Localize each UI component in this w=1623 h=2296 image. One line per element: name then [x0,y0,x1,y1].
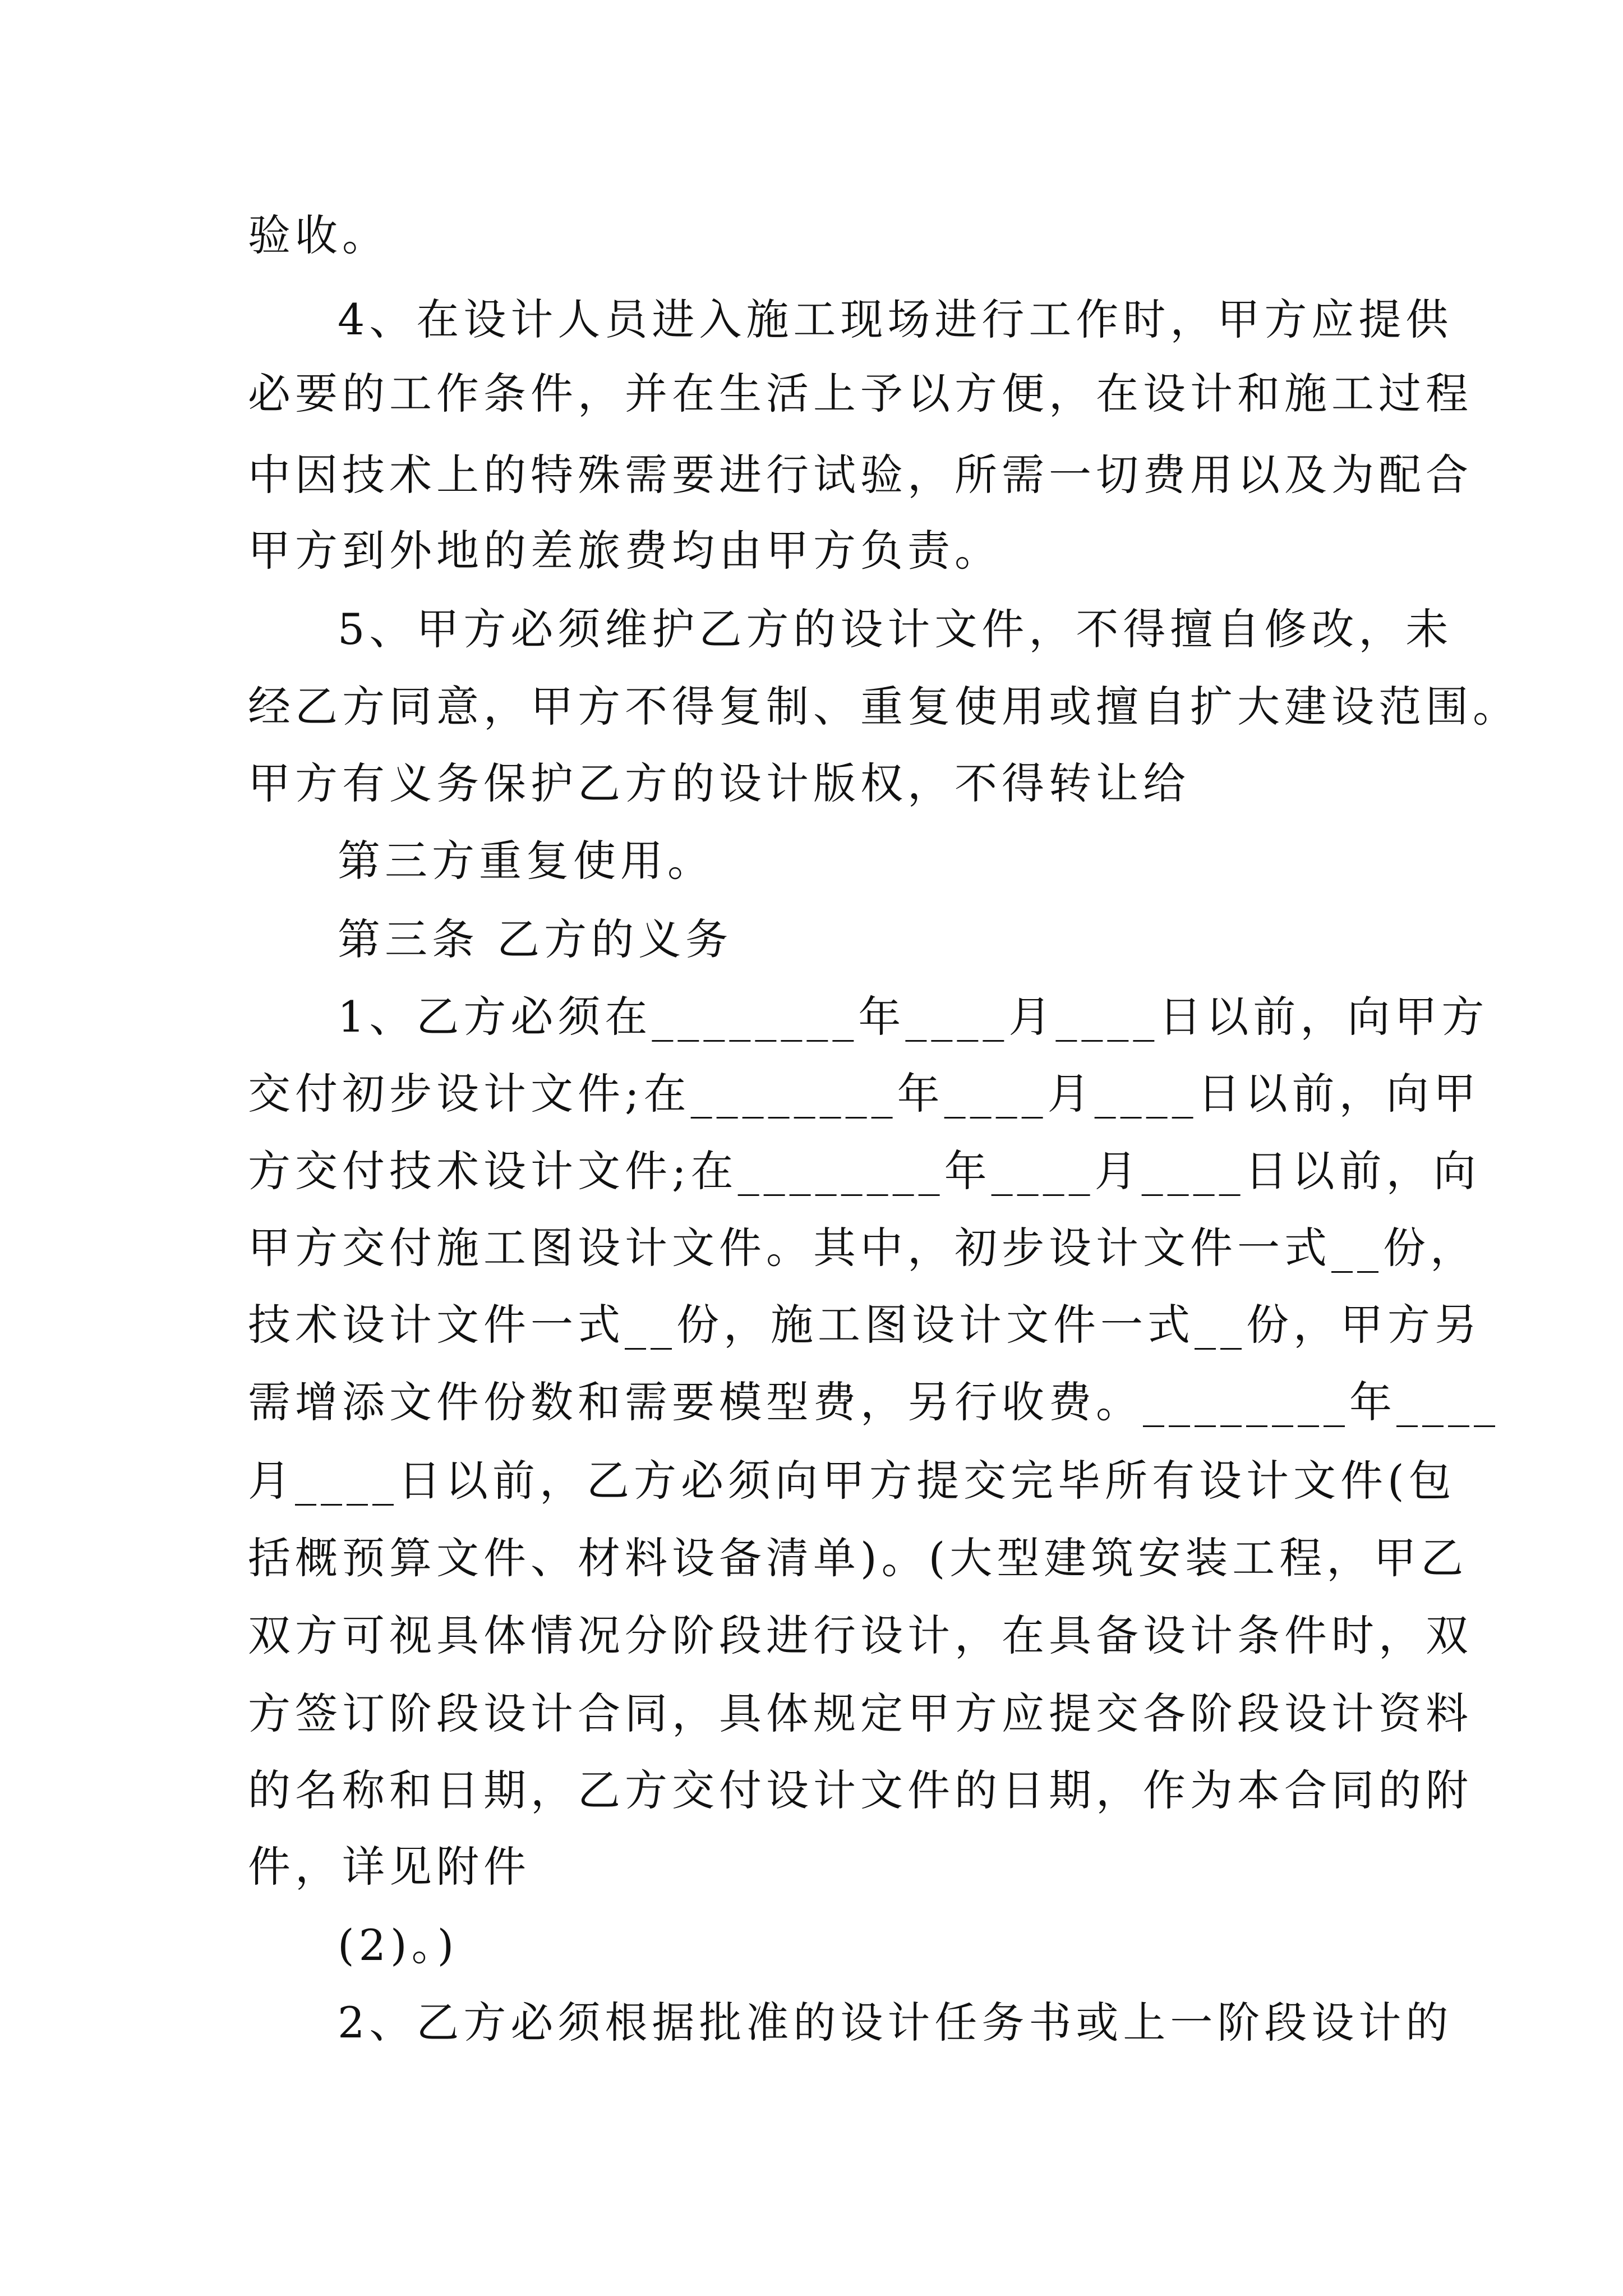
text-line: 括概预算文件、材料设备清单)。(大型建筑安装工程，甲乙 [248,1533,1468,1583]
text-line: 件，详见附件 [248,1842,531,1892]
text-line: 经乙方同意，甲方不得复制、重复使用或擅自扩大建设范围。 [248,682,1520,731]
text-line: 第三方重复使用。 [338,836,714,886]
text-line: 需增添文件份数和需要模型费，另行收费。________年____ [248,1377,1500,1427]
text-line: 甲方有义务保护乙方的设计版权，不得转让给 [248,758,1190,808]
text-line: 2、乙方必须根据批准的设计任务书或上一阶段设计的 [338,1998,1453,2047]
text-line: 交付初步设计文件;在________年____月____日以前，向甲 [248,1069,1481,1119]
text-line: 4、在设计人员进入施工现场进行工作时，甲方应提供 [338,295,1453,344]
text-line: 必要的工作条件，并在生活上予以方便，在设计和施工过程 [248,369,1473,418]
text-line: (2)。) [338,1920,459,1970]
text-line: 的名称和日期，乙方交付设计文件的日期，作为本合同的附 [248,1765,1473,1815]
text-line: 技术设计文件一式__份，施工图设计文件一式__份，甲方另 [248,1300,1482,1350]
text-line: 方签订阶段设计合同，具体规定甲方应提交各阶段设计资料 [248,1688,1473,1738]
text-line: 甲方交付施工图设计文件。其中，初步设计文件一式__份， [248,1223,1477,1273]
text-line: 5、甲方必须维护乙方的设计文件，不得擅自修改，未 [338,604,1453,654]
text-line: 双方可视具体情况分阶段进行设计，在具备设计条件时，双 [248,1611,1473,1660]
text-line: 月____日以前，乙方必须向甲方提交完毕所有设计文件(包 [248,1456,1456,1506]
text-line: 方交付技术设计文件;在________年____月____日以前，向 [248,1146,1481,1196]
text-line: 1、乙方必须在________年____月____日以前，向甲方 [338,992,1489,1042]
text-line: 甲方到外地的差旅费均由甲方负责。 [248,526,1002,576]
text-line: 验收。 [248,210,389,260]
section-heading: 第三条 乙方的义务 [338,914,733,964]
text-line: 中因技术上的特殊需要进行试验，所需一切费用以及为配合 [248,450,1473,500]
